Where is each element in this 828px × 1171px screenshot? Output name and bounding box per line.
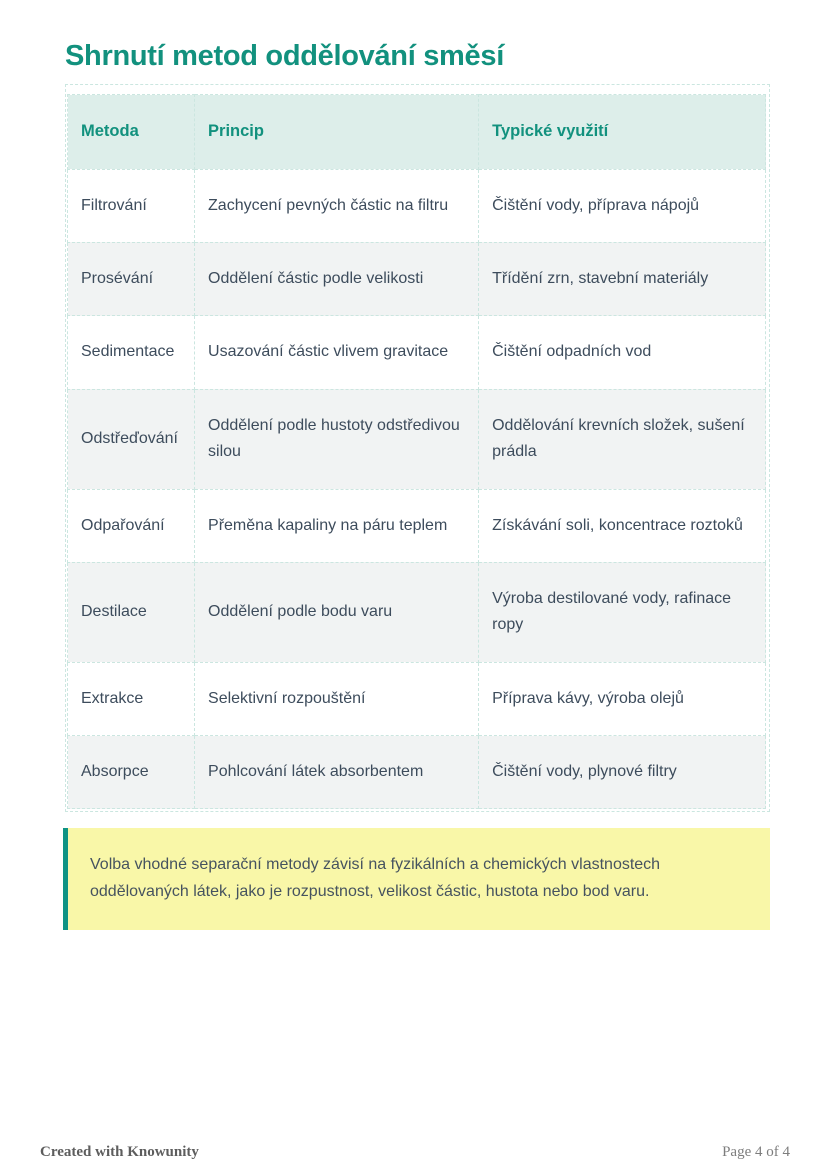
note-callout bbox=[63, 828, 770, 930]
cell-princip: Oddělení částic podle velikosti bbox=[195, 242, 479, 315]
cell-metoda: Destilace bbox=[68, 562, 195, 662]
cell-metoda: Prosévání bbox=[68, 242, 195, 315]
cell-vyuziti: Čištění vody, příprava nápojů bbox=[479, 169, 766, 242]
cell-princip: Přeměna kapaliny na páru teplem bbox=[195, 489, 479, 562]
column-header-metoda: Metoda bbox=[68, 95, 195, 169]
table-row bbox=[68, 736, 766, 809]
cell-metoda: Filtrování bbox=[68, 169, 195, 242]
cell-princip: Selektivní rozpouštění bbox=[195, 662, 479, 735]
table-row bbox=[68, 489, 766, 562]
methods-table bbox=[67, 94, 766, 809]
methods-table-container bbox=[65, 84, 770, 812]
column-header-princip: Princip bbox=[195, 95, 479, 169]
cell-princip: Oddělení podle hustoty odstředivou silou bbox=[195, 389, 479, 489]
table-row bbox=[68, 562, 766, 662]
footer-page-number: Page 4 of 4 bbox=[722, 1144, 790, 1160]
cell-vyuziti: Výroba destilované vody, rafinace ropy bbox=[479, 562, 766, 662]
footer-branding: Created with Knowunity bbox=[40, 1144, 199, 1160]
cell-metoda: Absorpce bbox=[68, 736, 195, 809]
table-row bbox=[68, 242, 766, 315]
cell-vyuziti: Čištění vody, plynové filtry bbox=[479, 736, 766, 809]
table-row bbox=[68, 662, 766, 735]
cell-metoda: Sedimentace bbox=[68, 316, 195, 389]
content-area bbox=[65, 0, 770, 930]
cell-vyuziti: Čištění odpadních vod bbox=[479, 316, 766, 389]
cell-princip: Usazování částic vlivem gravitace bbox=[195, 316, 479, 389]
note-text: Volba vhodné separační metody závisí na fyzikálních a chemických vlastnostech oddělovaných látek, jako je rozpustnost, velikost částic, hustota nebo bod varu. bbox=[90, 856, 661, 901]
table-header-row bbox=[68, 95, 766, 169]
table-row bbox=[68, 389, 766, 489]
cell-metoda: Extrakce bbox=[68, 662, 195, 735]
column-header-vyuziti: Typické využití bbox=[479, 95, 766, 169]
cell-vyuziti: Třídění zrn, stavební materiály bbox=[479, 242, 766, 315]
cell-vyuziti: Příprava kávy, výroba olejů bbox=[479, 662, 766, 735]
cell-vyuziti: Získávání soli, koncentrace roztoků bbox=[479, 489, 766, 562]
cell-princip: Oddělení podle bodu varu bbox=[195, 562, 479, 662]
cell-metoda: Odpařování bbox=[68, 489, 195, 562]
table-row bbox=[68, 316, 766, 389]
cell-vyuziti: Oddělování krevních složek, sušení prádla bbox=[479, 389, 766, 489]
cell-metoda: Odstřeďování bbox=[68, 389, 195, 489]
page-title: Shrnutí metod oddělování směsí bbox=[65, 40, 504, 72]
cell-princip: Zachycení pevných částic na filtru bbox=[195, 169, 479, 242]
table-row bbox=[68, 169, 766, 242]
page-footer bbox=[40, 1144, 790, 1161]
cell-princip: Pohlcování látek absorbentem bbox=[195, 736, 479, 809]
